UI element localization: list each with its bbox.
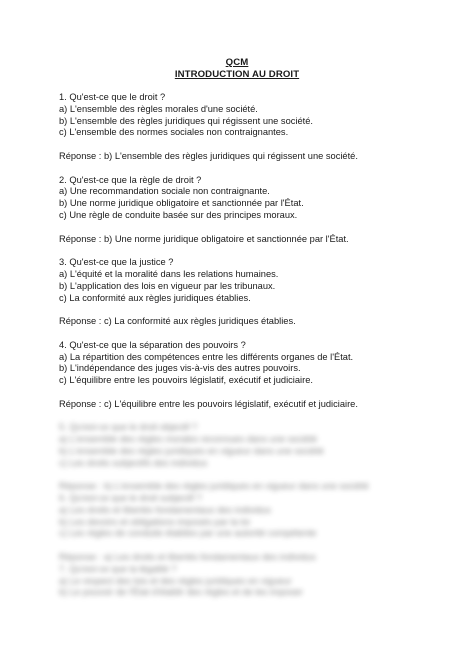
question-block-4	[59, 340, 439, 387]
option-a: a) L'équité et la moralité dans les relations humaines.	[59, 268, 279, 279]
option-a: a) Le respect des lois et des règles juridiques en vigueur	[59, 575, 292, 586]
option-c: c) Une règle de conduite basée sur des principes moraux.	[59, 209, 298, 220]
option-c: c) Les règles de conduite établies par une autorité compétente	[59, 528, 317, 539]
question-text: 5. Qu'est-ce que le droit objectif ?	[59, 422, 198, 433]
question-block-3	[59, 257, 439, 304]
answer-text: Réponse : b) L'ensemble des règles juridiques qui régissent une société.	[59, 150, 358, 161]
question-block-7	[59, 564, 439, 599]
question-text: 3. Qu'est-ce que la justice ?	[59, 257, 174, 268]
question-block-2	[59, 175, 439, 222]
question-text: 1. Qu'est-ce que le droit ?	[59, 92, 166, 102]
answer-text: Réponse : b) Une norme juridique obligatoire et sanctionnée par l'État.	[59, 233, 349, 244]
document-subtitle: INTRODUCTION AU DROIT	[174, 68, 300, 80]
question-block-6	[59, 493, 439, 540]
answer-text: Réponse : c) L'équilibre entre les pouvoirs législatif, exécutif et judiciaire.	[59, 398, 358, 409]
option-a: a) L'ensemble des règles morales reconnues dans une société	[59, 434, 318, 445]
title-block	[0, 57, 474, 80]
option-a: a) L'ensemble des règles morales d'une société.	[59, 103, 258, 114]
option-b: b) Les devoirs et obligations imposés par la loi	[59, 516, 250, 527]
answer-text: Réponse : a) Les droits et libertés fondamentaux des individus	[59, 552, 316, 563]
option-a: a) Une recommandation sociale non contraignante.	[59, 186, 270, 197]
option-b: b) L'indépendance des juges vis-à-vis des autres pouvoirs.	[59, 363, 301, 374]
option-c: c) La conformité aux règles juridiques établies.	[59, 292, 251, 303]
question-text: 6. Qu'est-ce que le droit subjectif ?	[59, 493, 202, 504]
blurred-preview-section	[59, 422, 439, 599]
option-a: a) Les droits et libertés fondamentaux des individus	[59, 504, 271, 515]
option-c: c) L'équilibre entre les pouvoirs législatif, exécutif et judiciaire.	[59, 375, 313, 386]
option-c: c) L'ensemble des normes sociales non contraignantes.	[59, 127, 289, 138]
question-block-1	[59, 92, 439, 139]
question-text: 4. Qu'est-ce que la séparation des pouvoirs ?	[59, 339, 246, 350]
question-text: 2. Qu'est-ce que la règle de droit ?	[59, 174, 202, 185]
option-b: b) L'application des lois en vigueur par les tribunaux.	[59, 280, 276, 291]
question-text: 7. Qu'est-ce que la légalité ?	[59, 563, 177, 574]
option-b: b) L'ensemble des règles juridiques qui régissent une société.	[59, 115, 313, 126]
question-block-5	[59, 422, 439, 469]
option-c: c) Les droits subjectifs des individus	[59, 457, 208, 468]
answer-text: Réponse : b) L'ensemble des règles juridiques en vigueur dans une société	[59, 481, 369, 492]
option-a: a) La répartition des compétences entre les différents organes de l'État.	[59, 351, 354, 362]
answer-text: Réponse : c) La conformité aux règles juridiques établies.	[59, 316, 296, 327]
document-title: QCM	[225, 57, 249, 68]
option-b: b) Une norme juridique obligatoire et sanctionnée par l'État.	[59, 198, 304, 209]
option-b: b) Le pouvoir de l'État d'établir des règles et de les imposer	[59, 587, 303, 598]
qcm-content	[59, 92, 439, 611]
option-b: b) L'ensemble des règles juridiques en vigueur dans une société	[59, 445, 324, 456]
